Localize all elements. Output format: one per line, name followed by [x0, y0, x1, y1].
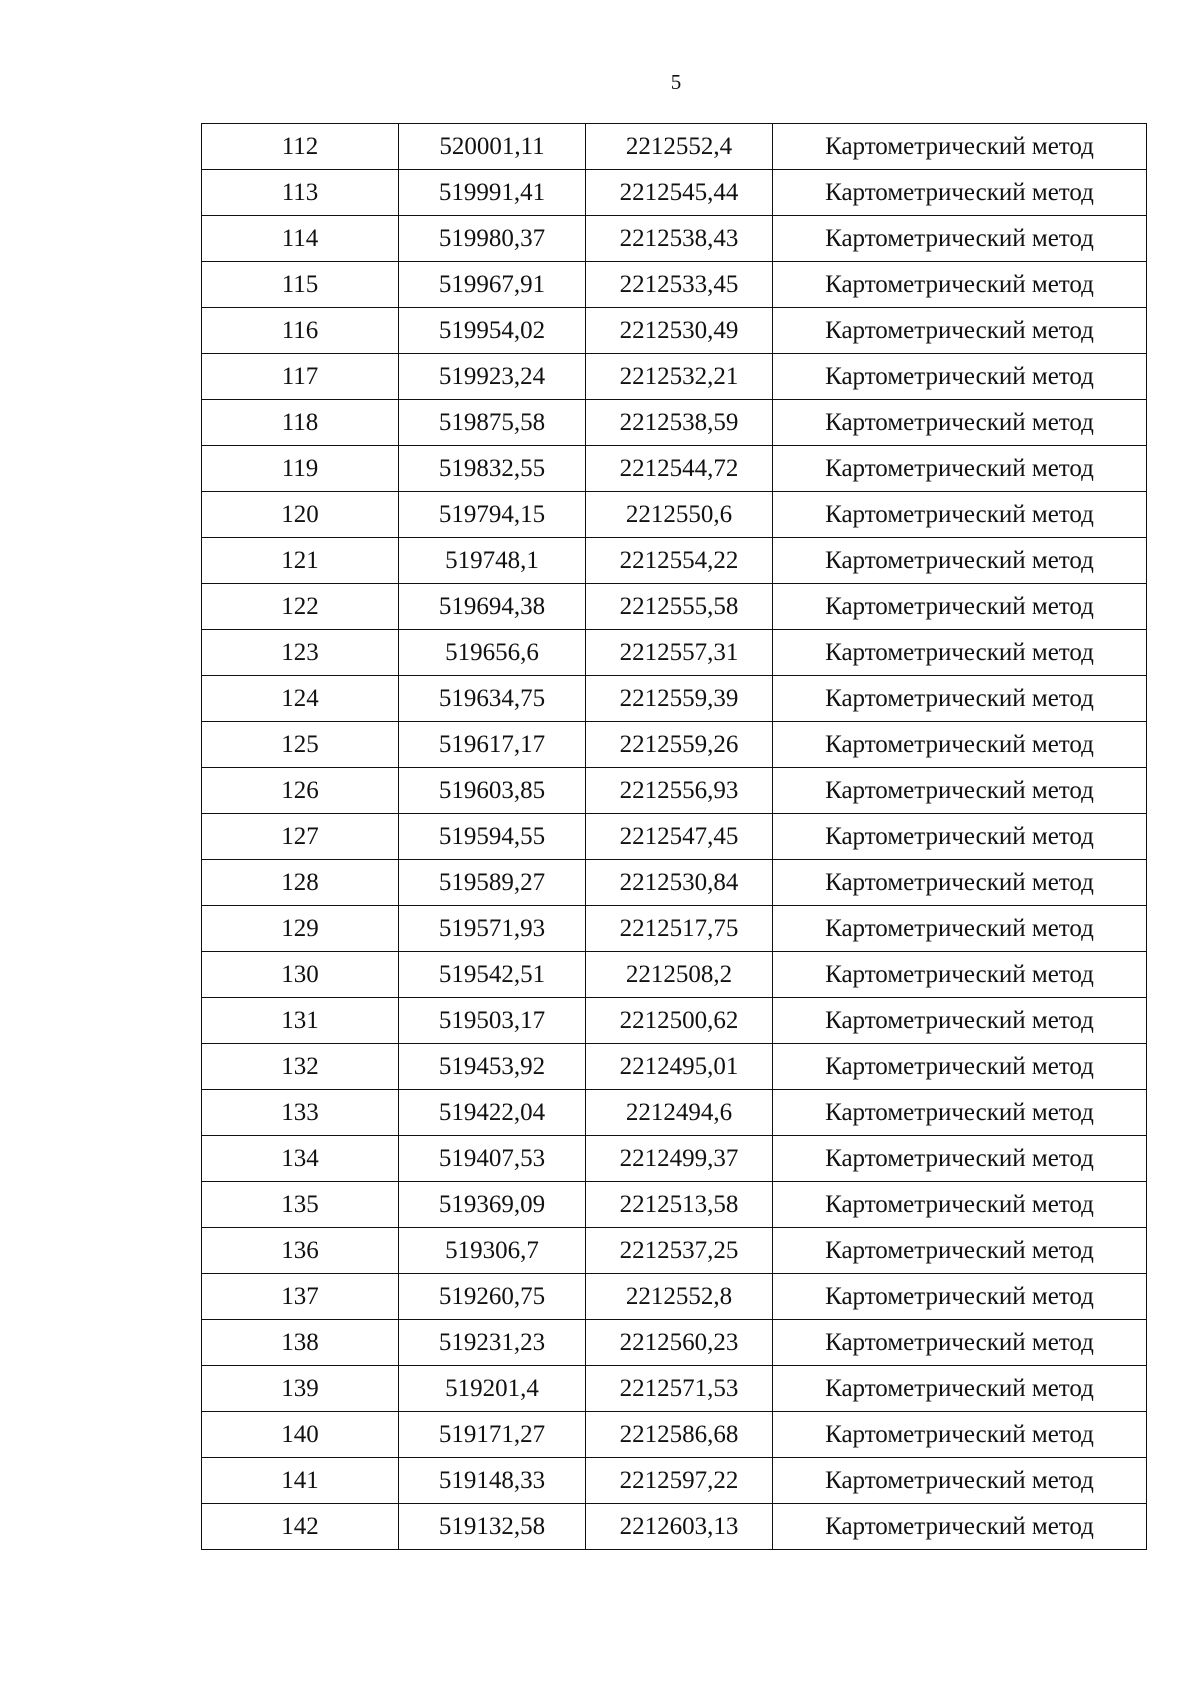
- method-cell: Картометрический метод: [773, 1228, 1147, 1274]
- method-cell: Картометрический метод: [773, 860, 1147, 906]
- point-number-cell: 112: [202, 124, 399, 170]
- x-coordinate-cell: 519603,85: [399, 768, 586, 814]
- method-cell: Картометрический метод: [773, 492, 1147, 538]
- method-cell: Картометрический метод: [773, 998, 1147, 1044]
- point-number-cell: 127: [202, 814, 399, 860]
- point-number-cell: 122: [202, 584, 399, 630]
- y-coordinate-cell: 2212538,59: [586, 400, 773, 446]
- y-coordinate-cell: 2212499,37: [586, 1136, 773, 1182]
- table-row: [202, 308, 1147, 354]
- method-cell: Картометрический метод: [773, 768, 1147, 814]
- x-coordinate-cell: 519260,75: [399, 1274, 586, 1320]
- point-number-cell: 129: [202, 906, 399, 952]
- point-number-cell: 116: [202, 308, 399, 354]
- method-cell: Картометрический метод: [773, 400, 1147, 446]
- table-row: [202, 906, 1147, 952]
- table-row: [202, 998, 1147, 1044]
- point-number-cell: 141: [202, 1458, 399, 1504]
- table-row: [202, 1412, 1147, 1458]
- table-row: [202, 124, 1147, 170]
- x-coordinate-cell: 519369,09: [399, 1182, 586, 1228]
- point-number-cell: 134: [202, 1136, 399, 1182]
- x-coordinate-cell: 519832,55: [399, 446, 586, 492]
- point-number-cell: 139: [202, 1366, 399, 1412]
- x-coordinate-cell: 519634,75: [399, 676, 586, 722]
- y-coordinate-cell: 2212537,25: [586, 1228, 773, 1274]
- y-coordinate-cell: 2212530,84: [586, 860, 773, 906]
- x-coordinate-cell: 519306,7: [399, 1228, 586, 1274]
- y-coordinate-cell: 2212538,43: [586, 216, 773, 262]
- x-coordinate-cell: 519132,58: [399, 1504, 586, 1550]
- table-row: [202, 1366, 1147, 1412]
- x-coordinate-cell: 519991,41: [399, 170, 586, 216]
- method-cell: Картометрический метод: [773, 1366, 1147, 1412]
- table-row: [202, 584, 1147, 630]
- y-coordinate-cell: 2212547,45: [586, 814, 773, 860]
- point-number-cell: 115: [202, 262, 399, 308]
- table-row: [202, 814, 1147, 860]
- x-coordinate-cell: 519148,33: [399, 1458, 586, 1504]
- point-number-cell: 119: [202, 446, 399, 492]
- y-coordinate-cell: 2212556,93: [586, 768, 773, 814]
- x-coordinate-cell: 519422,04: [399, 1090, 586, 1136]
- point-number-cell: 117: [202, 354, 399, 400]
- table-row: [202, 1458, 1147, 1504]
- y-coordinate-cell: 2212559,39: [586, 676, 773, 722]
- x-coordinate-cell: 519594,55: [399, 814, 586, 860]
- x-coordinate-cell: 519954,02: [399, 308, 586, 354]
- x-coordinate-cell: 519656,6: [399, 630, 586, 676]
- page-number: 5: [670, 70, 682, 94]
- point-number-cell: 133: [202, 1090, 399, 1136]
- y-coordinate-cell: 2212552,8: [586, 1274, 773, 1320]
- table-row: [202, 170, 1147, 216]
- method-cell: Картометрический метод: [773, 1412, 1147, 1458]
- point-number-cell: 138: [202, 1320, 399, 1366]
- method-cell: Картометрический метод: [773, 262, 1147, 308]
- point-number-cell: 135: [202, 1182, 399, 1228]
- x-coordinate-cell: 519923,24: [399, 354, 586, 400]
- point-number-cell: 128: [202, 860, 399, 906]
- table-row: [202, 492, 1147, 538]
- x-coordinate-cell: 519571,93: [399, 906, 586, 952]
- method-cell: Картометрический метод: [773, 124, 1147, 170]
- y-coordinate-cell: 2212530,49: [586, 308, 773, 354]
- point-number-cell: 123: [202, 630, 399, 676]
- point-number-cell: 140: [202, 1412, 399, 1458]
- coordinates-table-container: [201, 123, 1147, 1550]
- method-cell: Картометрический метод: [773, 170, 1147, 216]
- point-number-cell: 126: [202, 768, 399, 814]
- table-row: [202, 1044, 1147, 1090]
- x-coordinate-cell: 519694,38: [399, 584, 586, 630]
- point-number-cell: 137: [202, 1274, 399, 1320]
- table-row: [202, 1320, 1147, 1366]
- y-coordinate-cell: 2212571,53: [586, 1366, 773, 1412]
- coordinates-table-body: [202, 124, 1147, 1550]
- point-number-cell: 131: [202, 998, 399, 1044]
- method-cell: Картометрический метод: [773, 538, 1147, 584]
- y-coordinate-cell: 2212545,44: [586, 170, 773, 216]
- x-coordinate-cell: 519875,58: [399, 400, 586, 446]
- method-cell: Картометрический метод: [773, 676, 1147, 722]
- table-row: [202, 1090, 1147, 1136]
- method-cell: Картометрический метод: [773, 722, 1147, 768]
- y-coordinate-cell: 2212555,58: [586, 584, 773, 630]
- method-cell: Картометрический метод: [773, 584, 1147, 630]
- x-coordinate-cell: 519748,1: [399, 538, 586, 584]
- x-coordinate-cell: 519407,53: [399, 1136, 586, 1182]
- x-coordinate-cell: 519503,17: [399, 998, 586, 1044]
- y-coordinate-cell: 2212513,58: [586, 1182, 773, 1228]
- method-cell: Картометрический метод: [773, 1136, 1147, 1182]
- y-coordinate-cell: 2212603,13: [586, 1504, 773, 1550]
- y-coordinate-cell: 2212494,6: [586, 1090, 773, 1136]
- x-coordinate-cell: 519453,92: [399, 1044, 586, 1090]
- table-row: [202, 630, 1147, 676]
- y-coordinate-cell: 2212560,23: [586, 1320, 773, 1366]
- table-row: [202, 676, 1147, 722]
- point-number-cell: 142: [202, 1504, 399, 1550]
- point-number-cell: 120: [202, 492, 399, 538]
- y-coordinate-cell: 2212597,22: [586, 1458, 773, 1504]
- table-row: [202, 722, 1147, 768]
- point-number-cell: 124: [202, 676, 399, 722]
- x-coordinate-cell: 519794,15: [399, 492, 586, 538]
- point-number-cell: 114: [202, 216, 399, 262]
- method-cell: Картометрический метод: [773, 1090, 1147, 1136]
- y-coordinate-cell: 2212557,31: [586, 630, 773, 676]
- table-row: [202, 1136, 1147, 1182]
- y-coordinate-cell: 2212533,45: [586, 262, 773, 308]
- x-coordinate-cell: 519589,27: [399, 860, 586, 906]
- x-coordinate-cell: 519967,91: [399, 262, 586, 308]
- y-coordinate-cell: 2212554,22: [586, 538, 773, 584]
- table-row: [202, 860, 1147, 906]
- table-row: [202, 400, 1147, 446]
- table-row: [202, 262, 1147, 308]
- method-cell: Картометрический метод: [773, 354, 1147, 400]
- point-number-cell: 118: [202, 400, 399, 446]
- table-row: [202, 1504, 1147, 1550]
- table-row: [202, 1274, 1147, 1320]
- table-row: [202, 952, 1147, 998]
- coordinates-table: [201, 123, 1147, 1550]
- method-cell: Картометрический метод: [773, 216, 1147, 262]
- y-coordinate-cell: 2212495,01: [586, 1044, 773, 1090]
- y-coordinate-cell: 2212552,4: [586, 124, 773, 170]
- table-row: [202, 354, 1147, 400]
- table-row: [202, 216, 1147, 262]
- point-number-cell: 113: [202, 170, 399, 216]
- method-cell: Картометрический метод: [773, 630, 1147, 676]
- method-cell: Картометрический метод: [773, 446, 1147, 492]
- point-number-cell: 132: [202, 1044, 399, 1090]
- x-coordinate-cell: 519542,51: [399, 952, 586, 998]
- point-number-cell: 121: [202, 538, 399, 584]
- method-cell: Картометрический метод: [773, 1504, 1147, 1550]
- point-number-cell: 125: [202, 722, 399, 768]
- table-row: [202, 1228, 1147, 1274]
- y-coordinate-cell: 2212532,21: [586, 354, 773, 400]
- x-coordinate-cell: 519201,4: [399, 1366, 586, 1412]
- y-coordinate-cell: 2212544,72: [586, 446, 773, 492]
- x-coordinate-cell: 519171,27: [399, 1412, 586, 1458]
- y-coordinate-cell: 2212517,75: [586, 906, 773, 952]
- method-cell: Картометрический метод: [773, 814, 1147, 860]
- point-number-cell: 136: [202, 1228, 399, 1274]
- method-cell: Картометрический метод: [773, 1182, 1147, 1228]
- y-coordinate-cell: 2212500,62: [586, 998, 773, 1044]
- method-cell: Картометрический метод: [773, 1274, 1147, 1320]
- x-coordinate-cell: 519617,17: [399, 722, 586, 768]
- table-row: [202, 538, 1147, 584]
- method-cell: Картометрический метод: [773, 1320, 1147, 1366]
- table-row: [202, 1182, 1147, 1228]
- table-row: [202, 768, 1147, 814]
- x-coordinate-cell: 520001,11: [399, 124, 586, 170]
- method-cell: Картометрический метод: [773, 952, 1147, 998]
- x-coordinate-cell: 519980,37: [399, 216, 586, 262]
- method-cell: Картометрический метод: [773, 308, 1147, 354]
- y-coordinate-cell: 2212508,2: [586, 952, 773, 998]
- y-coordinate-cell: 2212586,68: [586, 1412, 773, 1458]
- method-cell: Картометрический метод: [773, 906, 1147, 952]
- method-cell: Картометрический метод: [773, 1044, 1147, 1090]
- table-row: [202, 446, 1147, 492]
- point-number-cell: 130: [202, 952, 399, 998]
- method-cell: Картометрический метод: [773, 1458, 1147, 1504]
- y-coordinate-cell: 2212559,26: [586, 722, 773, 768]
- x-coordinate-cell: 519231,23: [399, 1320, 586, 1366]
- y-coordinate-cell: 2212550,6: [586, 492, 773, 538]
